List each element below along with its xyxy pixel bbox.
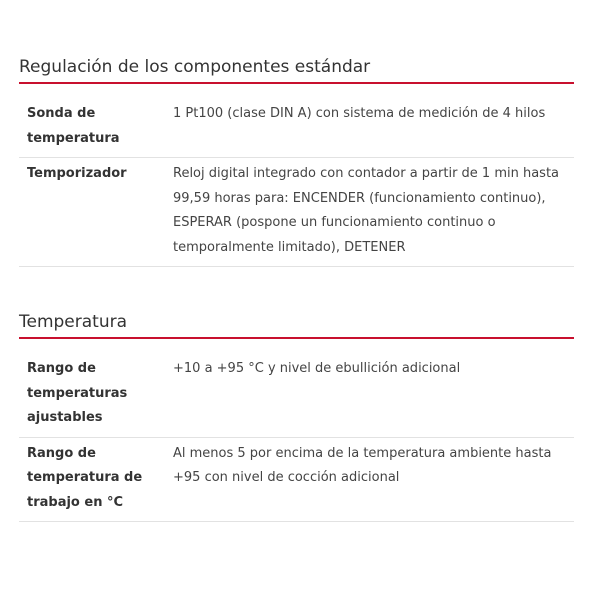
spec-value: +10 a +95 °C y nivel de ebullición adicional: [173, 353, 574, 437]
section-standard-components: [19, 56, 574, 267]
spec-label: [19, 353, 173, 437]
spec-label: [19, 158, 173, 267]
table-row: [19, 158, 574, 267]
spec-label-text: Temporizador: [27, 166, 127, 181]
section-title: Regulación de los componentes estándar: [19, 56, 574, 84]
spec-label: [19, 98, 173, 158]
table-row: [19, 353, 574, 437]
table-row: [19, 98, 574, 158]
spec-label-text: Sonda de temperatura: [27, 106, 120, 146]
table-row: [19, 437, 574, 522]
spec-value: 1 Pt100 (clase DIN A) con sistema de medición de 4 hilos: [173, 98, 574, 158]
spec-value: Reloj digital integrado con contador a partir de 1 min hasta 99,59 horas para: ENCENDER (funcionamiento continuo), ESPERAR (pospone un funcionamiento continuo o temporalmente limitado), DETENER: [173, 158, 574, 267]
spec-label: [19, 437, 173, 522]
spec-label-text: Rango de temperaturas ajustables: [27, 361, 128, 425]
section-temperature: [19, 311, 574, 522]
section-title: Temperatura: [19, 311, 574, 339]
spec-table: [19, 353, 574, 522]
spec-value: Al menos 5 por encima de la temperatura ambiente hasta +95 con nivel de cocción adicional: [173, 437, 574, 522]
spec-table: [19, 98, 574, 267]
spec-label-text: Rango de temperatura de trabajo en °C: [27, 445, 143, 510]
